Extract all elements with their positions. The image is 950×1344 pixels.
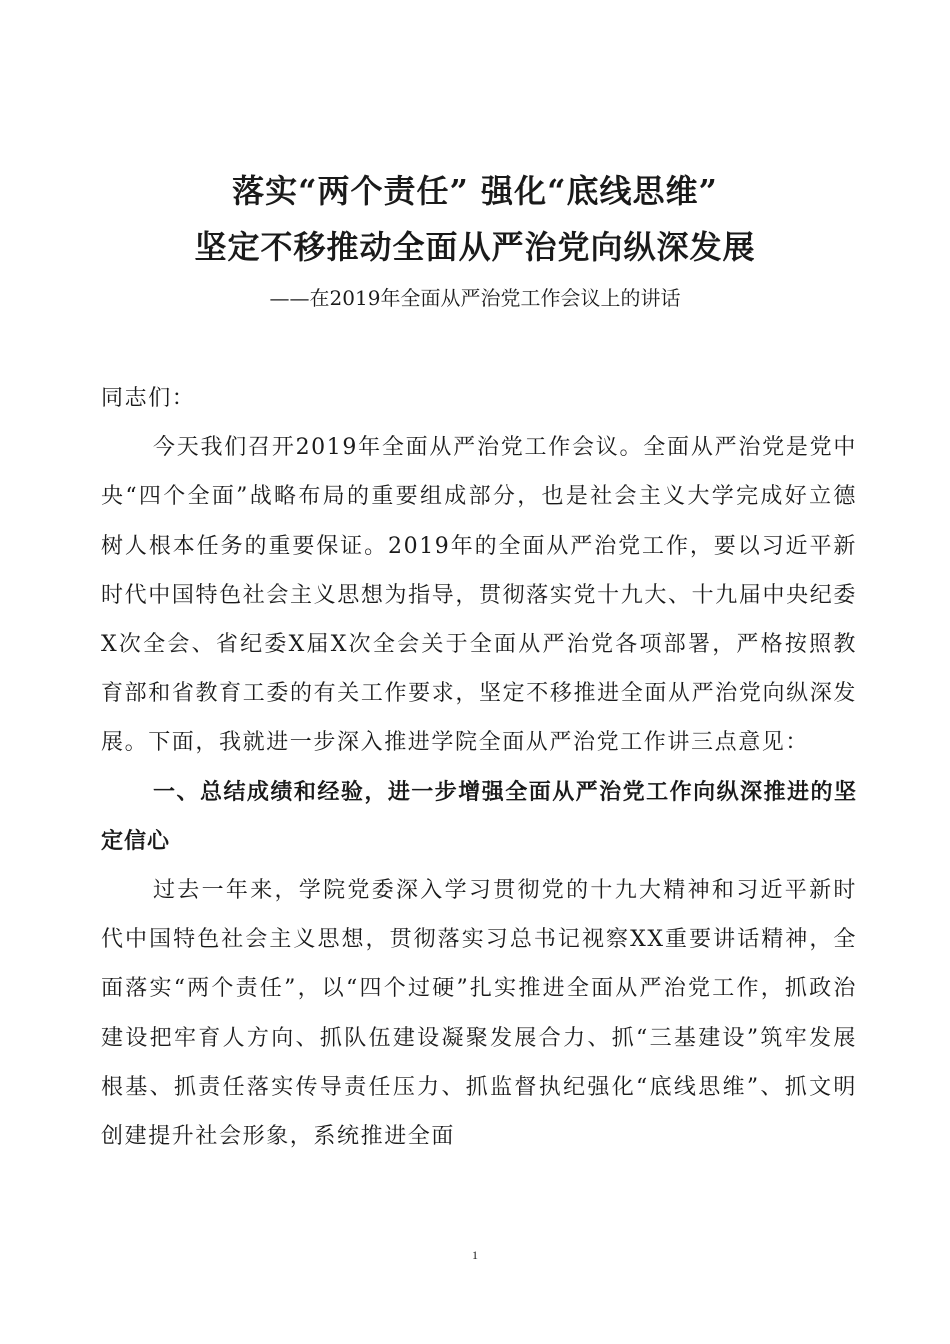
document-body (101, 374, 857, 1161)
title-line-2: 坚定不移推动全面从严治党向纵深发展 (194, 228, 756, 266)
subtitle: ——在2019年全面从严治党工作会议上的讲话 (269, 286, 681, 310)
title-line-1: 落实“两个责任” 强化“底线思维” (232, 172, 718, 210)
paragraph-review: 过去一年来，学院党委深入学习贯彻党的十九大精神和习近平新时代中国特色社会主义思想，贯彻落实习总书记视察XX重要讲话精神，全面落实“两个责任”，以“四个过硬”扎实推进全面从严治党工作，抓政治建设把牢育人方向、抓队伍建设凝聚发展合力、抓“三基建设”筑牢发展根基、抓责任落实传导责任压力、抓监督执纪强化“底线思维”、抓文明创建提升社会形象，系统推进全面 (101, 878, 857, 1150)
paragraph-intro: 今天我们召开2019年全面从严治党工作会议。全面从严治党是党中央“四个全面”战略布局的重要组成部分，也是社会主义大学完成好立德树人根本任务的重要保证。2019年的全面从严治党工作，要以习近平新时代中国特色社会主义思想为指导，贯彻落实党十九大、十九届中央纪委X次全会、省纪委X届X次全会关于全面从严治党各项部署，严格按照教育部和省教育工委的有关工作要求，坚定不移推进全面从严治党向纵深发展。下面，我就进一步深入推进学院全面从严治党工作讲三点意见： (101, 435, 857, 756)
page-number: 1 (472, 1248, 478, 1262)
section-heading-1: 一、总结成绩和经验，进一步增强全面从严治党工作向纵深推进的坚定信心 (101, 779, 857, 854)
greeting: 同志们： (101, 386, 196, 411)
